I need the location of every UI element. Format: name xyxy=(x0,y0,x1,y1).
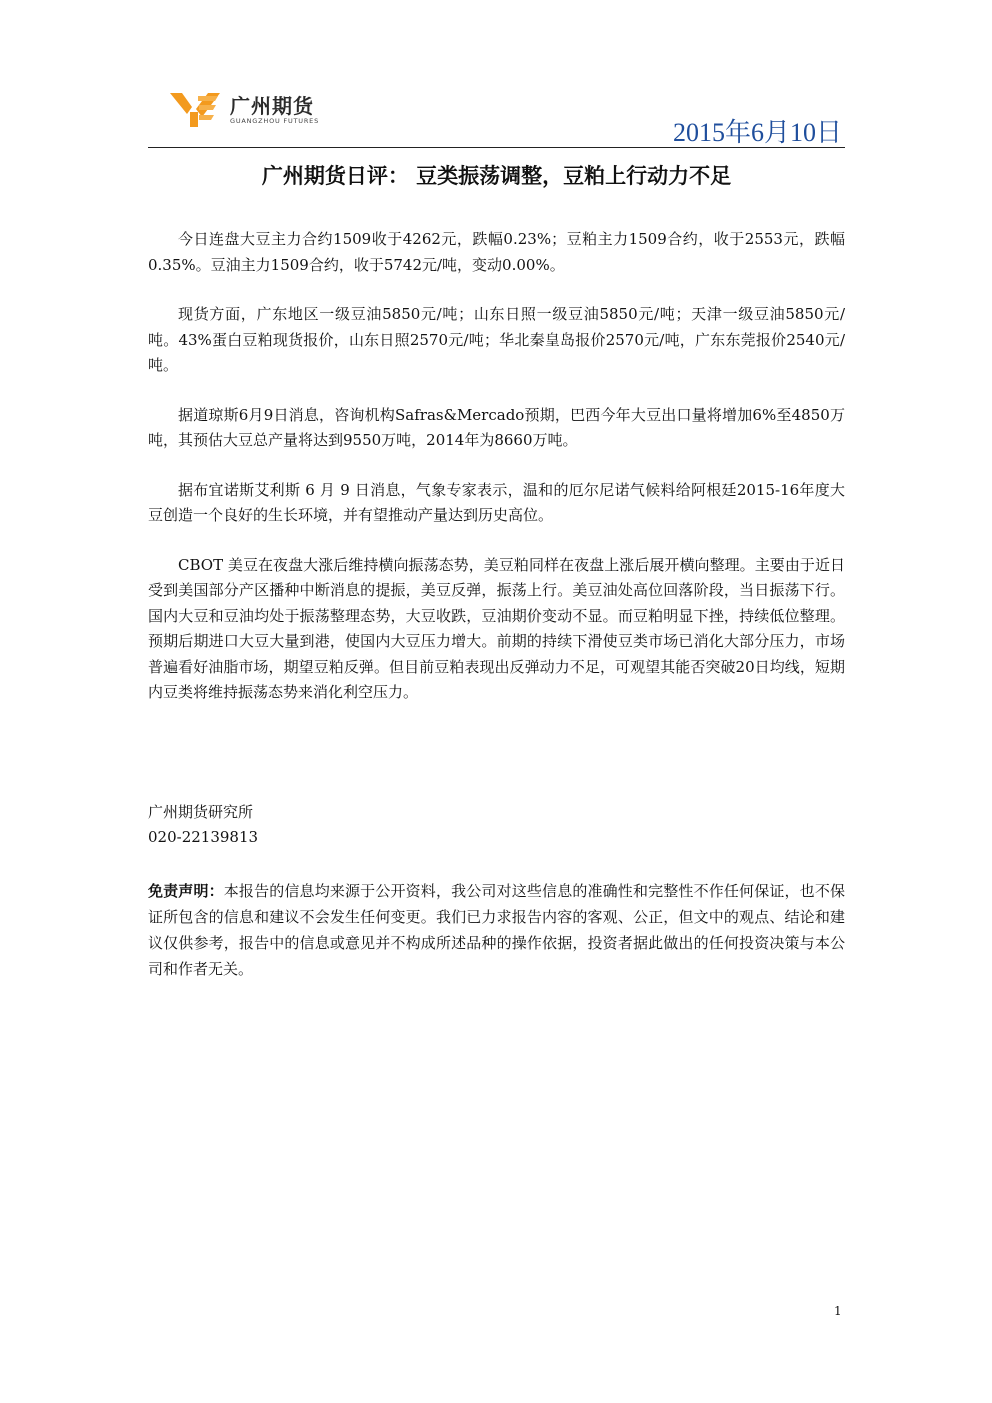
paragraph-argentina: 据布宜诺斯艾利斯 6 月 9 日消息，气象专家表示，温和的厄尔尼诺气候料给阿根廷2015-16年度大豆创造一个良好的生长环境，并有望推动产量达到历史高位。 xyxy=(148,480,845,524)
report-date: 2015年6月10日 xyxy=(672,118,842,147)
page-number: 1 xyxy=(834,1304,842,1318)
paragraph-analysis: CBOT 美豆在夜盘大涨后维持横向振荡态势，美豆粕同样在夜盘上涨后展开横向整理。主要由于近日受到美国部分产区播种中断消息的提振，美豆反弹，振荡上行。美豆油处高位回落阶段，当日振荡下行。国内大豆和豆油均处于振荡整理态势，大豆收跌，豆油期价变动不显。而豆粕明显下挫，持续低位整理。预期后期进口大豆大量到港，使国内大豆压力增大。前期的持续下滑使豆类市场已消化大部分压力，市场普遍看好油脂市场，期望豆粕反弹。但目前豆粕表现出反弹动力不足，可观望其能否突破20日均线，短期内豆类将维持振荡态势来消化利空压力。 xyxy=(148,555,845,701)
disclaimer-text: 本报告的信息均来源于公开资料，我公司对这些信息的准确性和完整性不作任何保证，也不保证所包含的信息和建议不会发生任何变更。我们已力求报告内容的客观、公正，但文中的观点、结论和建议仅供参考，报告中的信息或意见并不构成所述品种的操作依据，投资者据此做出的任何投资决策与本公司和作者无关。 xyxy=(148,882,845,978)
paragraph-brazil: 据道琼斯6月9日消息，咨询机构Safras&Mercado预期，巴西今年大豆出口量将增加6%至4850万吨，其预估大豆总产量将达到9550万吨，2014年为8660万吨。 xyxy=(148,405,845,449)
signature-phone: 020-22139813 xyxy=(148,828,259,846)
paragraph-futures: 今日连盘大豆主力合约1509收于4262元，跌幅0.23%；豆粕主力1509合约，收于2553元，跌幅0.35%。豆油主力1509合约，收于5742元/吨，变动0.00%。 xyxy=(148,230,845,274)
signature-org: 广州期货研究所 xyxy=(148,803,254,821)
signature xyxy=(148,800,258,850)
disclaimer xyxy=(148,878,845,982)
logo-name-cn: 广州期货 xyxy=(230,94,314,118)
logo-name-en: GUANGZHOU FUTURES xyxy=(230,117,319,125)
report-body xyxy=(148,227,845,730)
report-title: 广州期货日评： 豆类振荡调整，豆粕上行动力不足 xyxy=(261,164,732,188)
paragraph-spot: 现货方面，广东地区一级豆油5850元/吨；山东日照一级豆油5850元/吨；天津一级豆油5850元/吨。43%蛋白豆粕现货报价，山东日照2570元/吨；华北秦皇岛报价2570元/吨，广东东莞报价2540元/吨。 xyxy=(148,305,845,374)
logo-mark-icon xyxy=(168,90,224,130)
header-divider xyxy=(148,147,845,148)
disclaimer-label: 免责声明： xyxy=(148,882,224,900)
company-logo xyxy=(168,88,368,132)
